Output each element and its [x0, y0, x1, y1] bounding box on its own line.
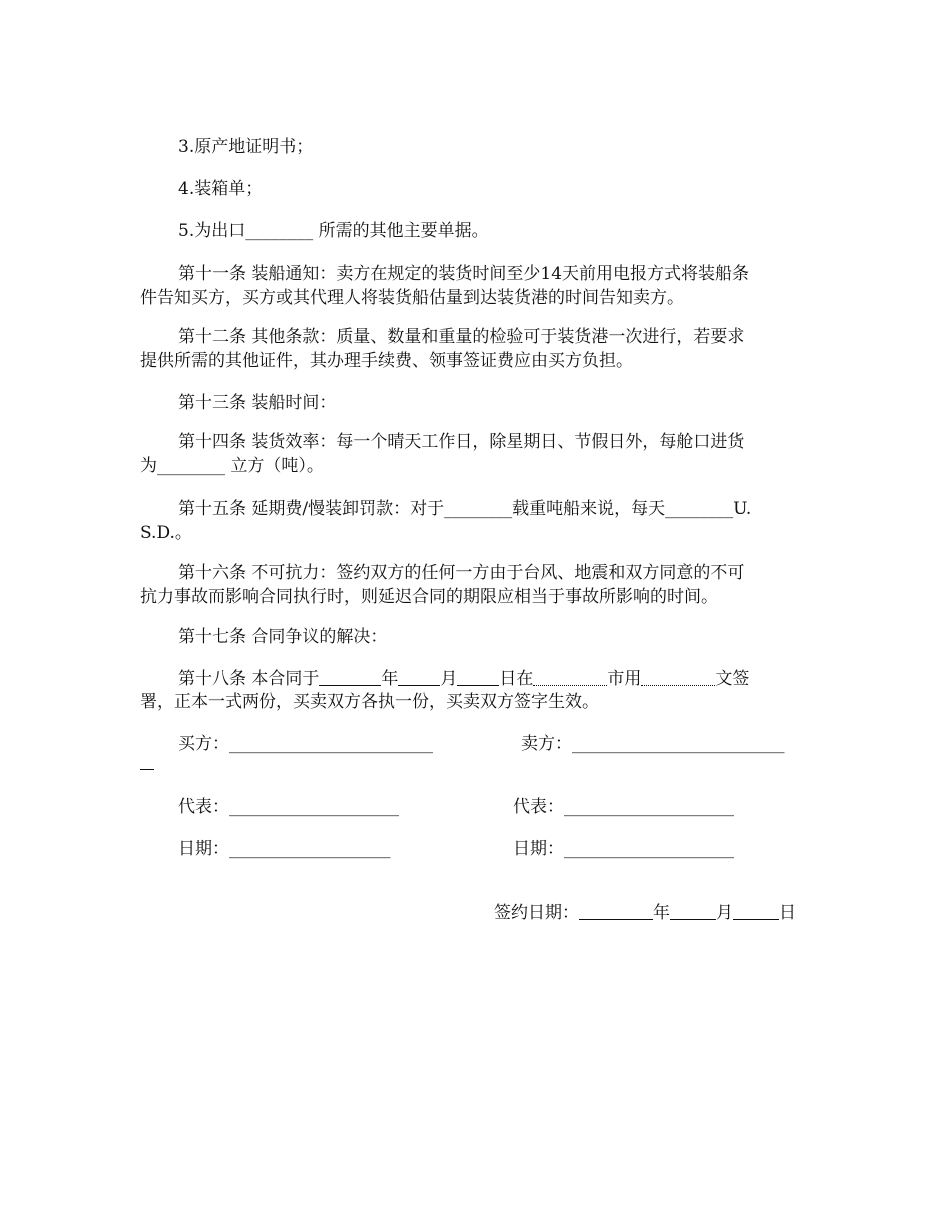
- signing-year-label: 年: [653, 903, 670, 923]
- article-11-line-2: 件告知买方，买方或其代理人将装货船估量到达装货港的时间告知卖方。: [140, 288, 684, 308]
- article-18-city-use: 市用: [607, 669, 642, 689]
- year-blank: [319, 669, 381, 686]
- article-18-sign-suffix: 文签: [715, 669, 750, 689]
- article-16-line-1: 第十六条 不可抗力：签约双方的任何一方由于台风、地震和双方同意的不可: [178, 563, 745, 583]
- article-18-month: 月: [440, 669, 458, 689]
- article-15-line-1: 第十五条 延期费/慢装卸罚款：对于________载重吨船来说，每天________U.: [178, 499, 752, 519]
- seller-signature-line: 卖方：_________________________: [521, 734, 785, 754]
- signing-year-blank: [579, 903, 653, 920]
- article-12-line-1: 第十二条 其他条款：质量、数量和重量的检验可于装货港一次进行，若要求: [178, 327, 745, 347]
- buyer-representative-line: 代表：____________________: [178, 797, 399, 817]
- buyer-date-line: 日期：___________________: [178, 839, 391, 859]
- article-18-year: 年: [381, 669, 399, 689]
- article-13: 第十三条 装船时间：: [178, 393, 337, 413]
- seller-line-continuation: [140, 758, 154, 780]
- signing-date: [494, 901, 796, 924]
- item-other-documents: 5.为出口________ 所需的其他主要单据。: [178, 221, 489, 241]
- article-11-line-1: 第十一条 装船通知：卖方在规定的装货时间至少14天前用电报方式将装船条: [178, 264, 750, 284]
- language-blank: [641, 669, 715, 686]
- signing-month-blank: [670, 903, 716, 920]
- signing-date-label: 签约日期：: [494, 903, 579, 923]
- month-blank: [398, 669, 440, 686]
- article-18-prefix: 第十八条 本合同于: [178, 669, 320, 689]
- signing-month-label: 月: [716, 903, 733, 923]
- article-14-line-1: 第十四条 装货效率：每一个晴天工作日，除星期日、节假日外，每舱口进货: [178, 432, 745, 452]
- article-18-line-2: 署，正本一式两份，买卖双方各执一份，买卖双方签字生效。: [140, 692, 599, 712]
- signing-day-blank: [733, 903, 779, 920]
- city-blank: [533, 669, 607, 686]
- day-blank: [457, 669, 499, 686]
- continuation-mark: [140, 769, 154, 770]
- article-15-line-2: S.D.。: [140, 523, 192, 543]
- seller-representative-line: 代表：____________________: [513, 797, 734, 817]
- article-12-line-2: 提供所需的其他证件，其办理手续费、领事签证费应由买方负担。: [140, 351, 633, 371]
- article-18-line-1: [178, 667, 848, 690]
- item-certificate-origin: 3.原产地证明书；: [178, 137, 314, 157]
- article-16-line-2: 抗力事故而影响合同执行时，则延迟合同的期限应相当于事故所影响的时间。: [140, 587, 718, 607]
- item-packing-list: 4.装箱单；: [178, 179, 263, 199]
- article-17: 第十七条 合同争议的解决：: [178, 627, 388, 647]
- seller-date-line: 日期：____________________: [513, 839, 734, 859]
- article-14-line-2: 为________ 立方（吨）。: [140, 456, 324, 476]
- buyer-signature-line: 买方：________________________: [178, 734, 433, 754]
- signing-day-label: 日: [779, 903, 796, 923]
- article-18-day-in: 日在: [499, 669, 534, 689]
